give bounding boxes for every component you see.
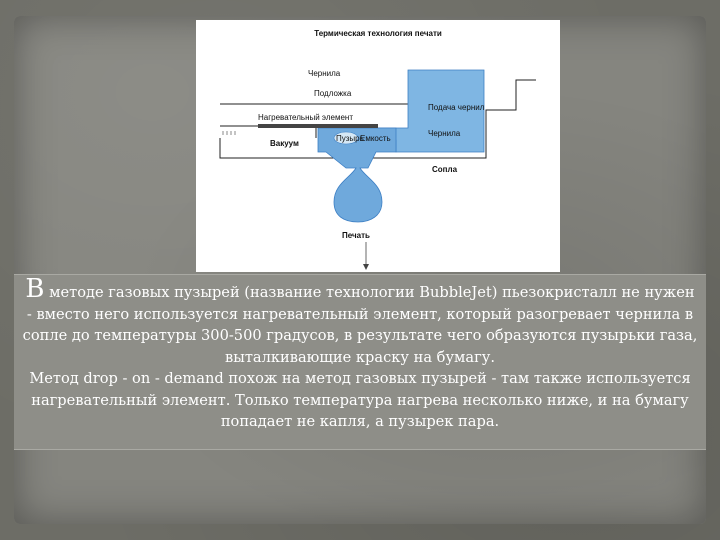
label-ink-feed: Подача чернил xyxy=(428,103,485,112)
label-vacuum: Вакуум xyxy=(270,139,299,148)
label-ink: Чернила xyxy=(308,69,341,78)
label-substrate: Подложка xyxy=(314,89,352,98)
paragraph-bubblejet-text: методе газовых пузырей (название технологии BubbleJet) пьезокристалл не нужен - вместо него используется нагревательный элемент, который разогревает чернила в сопле до температуры 300-500 градусов, в результате чего образуются пузырьки газа, выталкивающие краску на бумагу. xyxy=(22,284,698,366)
diagram-title: Термическая технология печати xyxy=(314,29,442,38)
label-bubble: Пузырь xyxy=(336,134,364,143)
text-panel xyxy=(14,274,706,450)
paragraph-drop-on-demand: Метод drop - on - demand похож на метод газовых пузырей - там также используется нагревательный элемент. Только температура нагрева несколько ниже, и на бумагу попадает не капля, а пузырек пара. xyxy=(29,370,691,430)
label-chamber: Емкость xyxy=(360,134,391,143)
heater-bar xyxy=(258,124,378,128)
paragraph-bubblejet xyxy=(14,274,706,368)
diagram-image xyxy=(196,20,560,272)
thermal-printing-diagram xyxy=(196,20,560,272)
label-print: Печать xyxy=(342,231,370,240)
label-nozzles: Сопла xyxy=(432,165,458,174)
label-ink-right: Чернила xyxy=(428,129,461,138)
drop-cap: В xyxy=(25,274,45,304)
label-heater: Нагревательный элемент xyxy=(258,113,353,122)
